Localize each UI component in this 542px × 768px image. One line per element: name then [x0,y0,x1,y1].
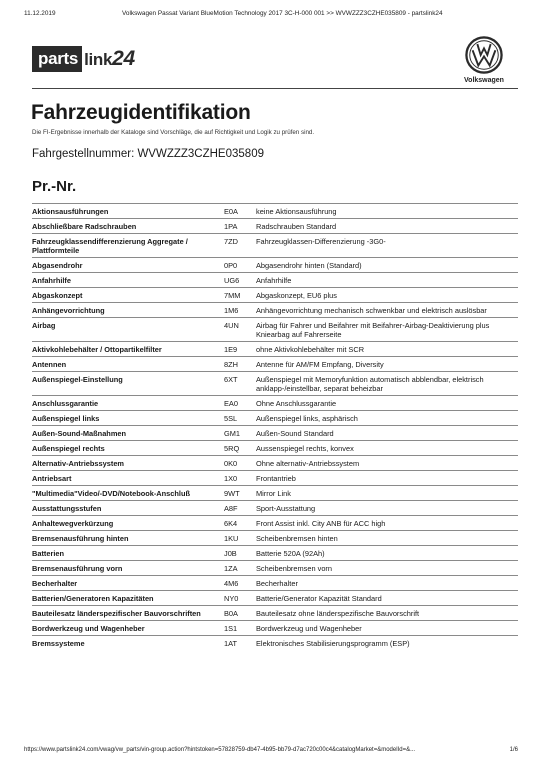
row-code: NY0 [224,594,239,603]
row-description: Außenspiegel mit Memoryfunktion automatisch abblendbar, elektrisch anklapp-/einstellbar, separat beheizbar [256,375,484,393]
row-description: Front Assist inkl. City ANB für ACC high [256,519,386,528]
footer-url: https://www.partslink24.com/vwag/vw_parts/vin-group.action?hintstoken=57828759-db47-4b95-bb79-d7ac720c00c4&catalogMarket=&modelId=&... [24,747,416,753]
page-number: 1/6 [509,747,518,753]
row-code: 0K0 [224,459,238,468]
row-name: Antriebsart [32,474,72,483]
logo-parts-text: parts [32,46,82,72]
table-row [32,455,518,470]
row-code: 1X0 [224,474,238,483]
row-code: 0P0 [224,261,238,270]
row-name: Außen-Sound-Maßnahmen [32,429,127,438]
pr-number-table [32,203,518,650]
table-row [32,410,518,425]
page-subtitle: Die FI-Ergebnisse innerhalb der Kataloge sind Vorschläge, die auf Richtigkeit und Logik zu prüfen sind. [32,129,315,136]
table-row [32,470,518,485]
row-code: 1M6 [224,306,239,315]
table-row [32,287,518,302]
row-description: Batterie/Generator Kapazität Standard [256,594,382,603]
row-name: Alternativ-Antriebssystem [32,459,125,468]
row-code: EA0 [224,399,238,408]
print-date: 11.12.2019 [24,10,56,17]
row-name: Abgasendrohr [32,261,83,270]
row-name: "Multimedia"Video/-DVD/Notebook-Anschluß [32,489,190,498]
row-code: 5RQ [224,444,240,453]
row-description: Mirror Link [256,489,291,498]
row-name: Außenspiegel links [32,414,100,423]
row-code: B0A [224,609,238,618]
row-description: Außenspiegel links, asphärisch [256,414,358,423]
row-name: Außenspiegel-Einstellung [32,375,123,384]
row-code: 4UN [224,321,239,330]
row-code: A8F [224,504,238,513]
table-row [32,233,518,257]
row-code: GM1 [224,429,241,438]
row-name: Aktionsausführungen [32,207,109,216]
row-name: Fahrzeugklassendifferenzierung Aggregate / Plattformteile [32,237,188,255]
table-row [32,440,518,455]
row-name: Anhaltewegverkürzung [32,519,114,528]
row-name: Außenspiegel rechts [32,444,105,453]
table-row [32,545,518,560]
header-divider [32,88,518,89]
row-code: 7MM [224,291,241,300]
row-name: Becherhalter [32,579,78,588]
table-row [32,218,518,233]
row-code: J0B [224,549,237,558]
row-name: Abschließbare Radschrauben [32,222,137,231]
row-description: Anfahrhilfe [256,276,292,285]
page-title: Fahrzeugidentifikation [31,101,251,124]
table-row [32,635,518,650]
row-description: Scheibenbremsen vorn [256,564,333,573]
table-row [32,395,518,410]
row-code: 1E9 [224,345,238,354]
row-code: UG6 [224,276,240,285]
table-row [32,317,518,341]
table-row [32,356,518,371]
row-name: Anschlussgarantie [32,399,99,408]
row-description: Sport-Ausstattung [256,504,316,513]
row-code: 1PA [224,222,238,231]
row-description: Scheibenbremsen hinten [256,534,338,543]
table-row [32,257,518,272]
row-description: Becherhalter [256,579,298,588]
logo-link-word: link [84,50,113,69]
partslink24-logo [32,46,135,72]
row-name: Bremsenausführung vorn [32,564,123,573]
table-row [32,560,518,575]
table-row [32,590,518,605]
row-description: Ohne alternativ-Antriebssystem [256,459,360,468]
row-code: 6XT [224,375,238,384]
row-description: Radschrauben Standard [256,222,337,231]
table-row [32,371,518,395]
row-code: 1AT [224,639,238,648]
print-document-title: Volkswagen Passat Variant BlueMotion Technology 2017 3C-H-000 001 >> WVWZZZ3CZHE035809 - partslink24 [122,10,443,17]
row-name: Bremsenausführung hinten [32,534,129,543]
row-code: 5SL [224,414,238,423]
table-row [32,485,518,500]
manufacturer-name: Volkswagen [464,77,504,84]
row-name: Anfahrhilfe [32,276,72,285]
row-name: Ausstattungsstufen [32,504,102,513]
row-description: Antenne für AM/FM Empfang, Diversity [256,360,384,369]
row-description: Abgasendrohr hinten (Standard) [256,261,362,270]
row-description: ohne Aktivkohlebehälter mit SCR [256,345,365,354]
row-description: Ohne Anschlussgarantie [256,399,337,408]
row-code: 4M6 [224,579,239,588]
logo-link-text [82,46,135,72]
table-row [32,272,518,287]
row-name: Batterien [32,549,65,558]
row-name: Bremssysteme [32,639,85,648]
row-code: E0A [224,207,238,216]
row-description: Elektronisches Stabilisierungsprogramm (ESP) [256,639,410,648]
row-description: keine Aktionsausführung [256,207,337,216]
row-code: 1ZA [224,564,238,573]
row-name: Aktivkohlebehälter / Ottopartikelfilter [32,345,162,354]
print-header [24,10,518,22]
row-description: Aussenspiegel rechts, konvex [256,444,354,453]
row-description: Airbag für Fahrer und Beifahrer mit Beifahrer-Airbag-Deaktivierung plus Kniearbag auf Fahrerseite [256,321,490,339]
row-name: Batterien/Generatoren Kapazitäten [32,594,154,603]
row-name: Bordwerkzeug und Wagenheber [32,624,145,633]
row-name: Antennen [32,360,67,369]
row-description: Außen-Sound Standard [256,429,334,438]
row-description: Abgaskonzept, EU6 plus [256,291,337,300]
row-name: Abgaskonzept [32,291,83,300]
table-row [32,341,518,356]
row-name: Anhängevorrichtung [32,306,105,315]
vin-line: Fahrgestellnummer: WVWZZZ3CZHE035809 [32,148,264,160]
row-code: 1S1 [224,624,238,633]
table-row [32,302,518,317]
table-row [32,203,518,218]
row-description: Bauteilesatz ohne länderspezifische Bauvorschrift [256,609,420,618]
section-title: Pr.-Nr. [32,178,77,195]
row-description: Frontantrieb [256,474,296,483]
volkswagen-brand [454,36,514,84]
logo-24-text: 24 [112,47,135,70]
row-code: 1KU [224,534,239,543]
row-description: Batterie 520A (92Ah) [256,549,325,558]
table-row [32,530,518,545]
table-row [32,515,518,530]
row-description: Anhängevorrichtung mechanisch schwenkbar und elektrisch auslösbar [256,306,487,315]
table-row [32,500,518,515]
table-row [32,425,518,440]
row-code: 8ZH [224,360,238,369]
row-name: Bauteilesatz länderspezifischer Bauvorschriften [32,609,201,618]
row-code: 7ZD [224,237,238,246]
row-code: 9WT [224,489,240,498]
table-row [32,575,518,590]
table-row [32,605,518,620]
row-code: 6K4 [224,519,238,528]
row-name: Airbag [32,321,56,330]
table-row [32,620,518,635]
volkswagen-logo-icon [465,36,503,74]
row-description: Fahrzeugklassen-Differenzierung -3G0- [256,237,386,246]
row-description: Bordwerkzeug und Wagenheber [256,624,362,633]
